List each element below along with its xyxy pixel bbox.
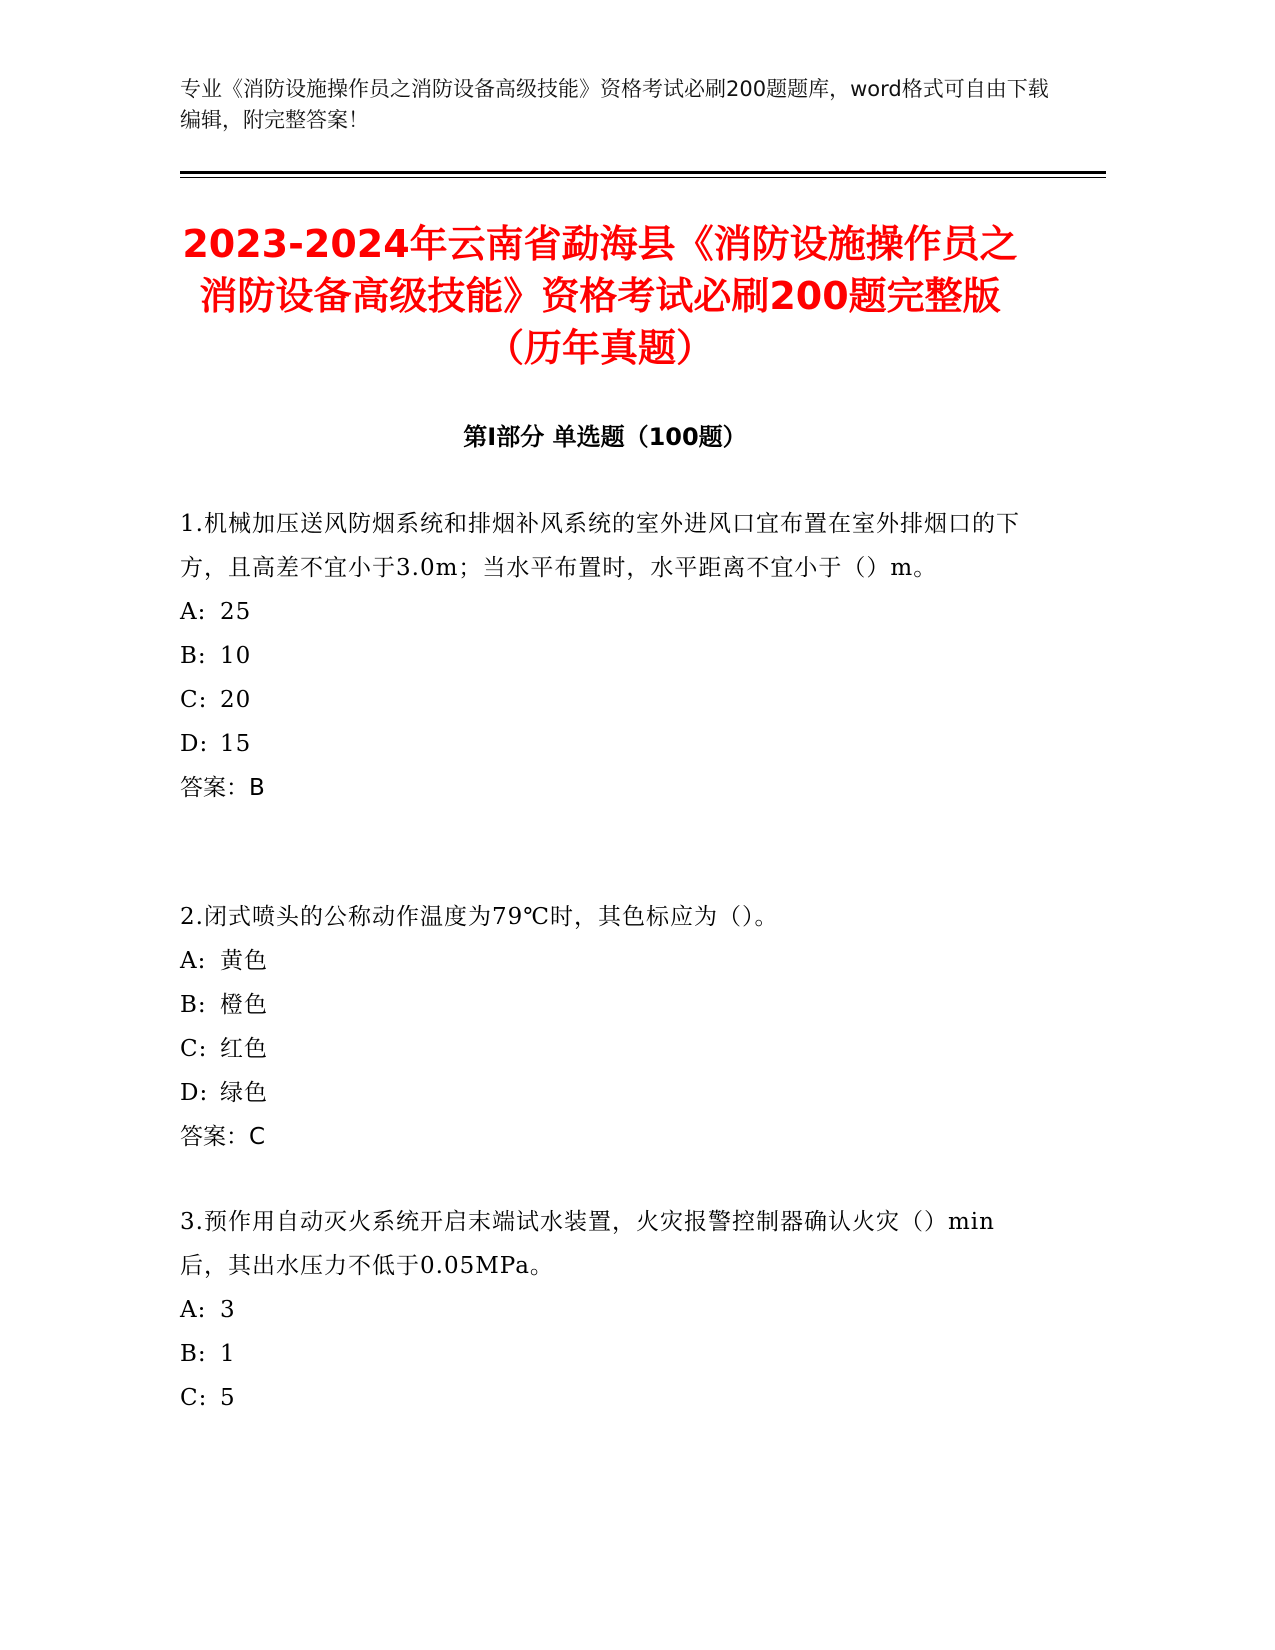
option-c [180,1027,1030,1071]
option-c [180,678,1030,722]
option-b [180,983,1030,1027]
option-value: 橙色 [220,992,268,1018]
answer-label: 答案：C [180,1124,266,1150]
question-1 [180,502,1030,810]
question-3 [180,1200,1030,1420]
option-value: 15 [220,731,252,757]
option-value: 5 [220,1385,236,1411]
option-a [180,939,1030,983]
header-divider-thin [180,177,1106,178]
option-letter: B: [180,1341,207,1367]
option-a [180,590,1030,634]
option-b [180,634,1030,678]
option-value: 红色 [220,1036,268,1062]
option-value: 绿色 [220,1080,268,1106]
answer-label: 答案：B [180,775,265,801]
document-title: 2023-2024年云南省勐海县《消防设施操作员之消防设备高级技能》资格考试必刷200题完整版（历年真题） [182,222,1018,370]
option-letter: C: [180,1385,208,1411]
option-value: 1 [220,1341,236,1367]
option-value: 黄色 [220,948,268,974]
option-letter: C: [180,687,208,713]
option-d [180,1071,1030,1115]
option-a [180,1288,1030,1332]
option-letter: D: [180,1080,209,1106]
option-d [180,722,1030,766]
option-value: 3 [220,1297,236,1323]
option-value: 10 [220,643,252,669]
question-text: 2.闭式喷头的公称动作温度为79℃时，其色标应为（）。 [180,904,779,930]
section-heading: 第Ⅰ部分 单选题（100题） [463,423,747,451]
option-letter: A: [180,599,207,625]
question-text: 1.机械加压送风防烟系统和排烟补风系统的室外进风口宜布置在室外排烟口的下方，且高差不宜小于3.0m；当水平布置时，水平距离不宜小于（）m。 [180,511,1020,581]
option-value: 25 [220,599,252,625]
option-letter: A: [180,948,207,974]
option-c [180,1376,1030,1420]
option-letter: B: [180,643,207,669]
header-note: 专业《消防设施操作员之消防设备高级技能》资格考试必刷200题题库，word格式可自由下载编辑，附完整答案！ [180,77,1049,132]
header-divider-thick [180,171,1106,174]
question-text: 3.预作用自动灭火系统开启末端试水装置，火灾报警控制器确认火灾（）min后，其出水压力不低于0.05MPa。 [180,1209,995,1279]
question-2 [180,895,1030,1159]
option-letter: A: [180,1297,207,1323]
option-value: 20 [220,687,252,713]
option-letter: B: [180,992,207,1018]
option-letter: C: [180,1036,208,1062]
option-letter: D: [180,731,209,757]
option-b [180,1332,1030,1376]
